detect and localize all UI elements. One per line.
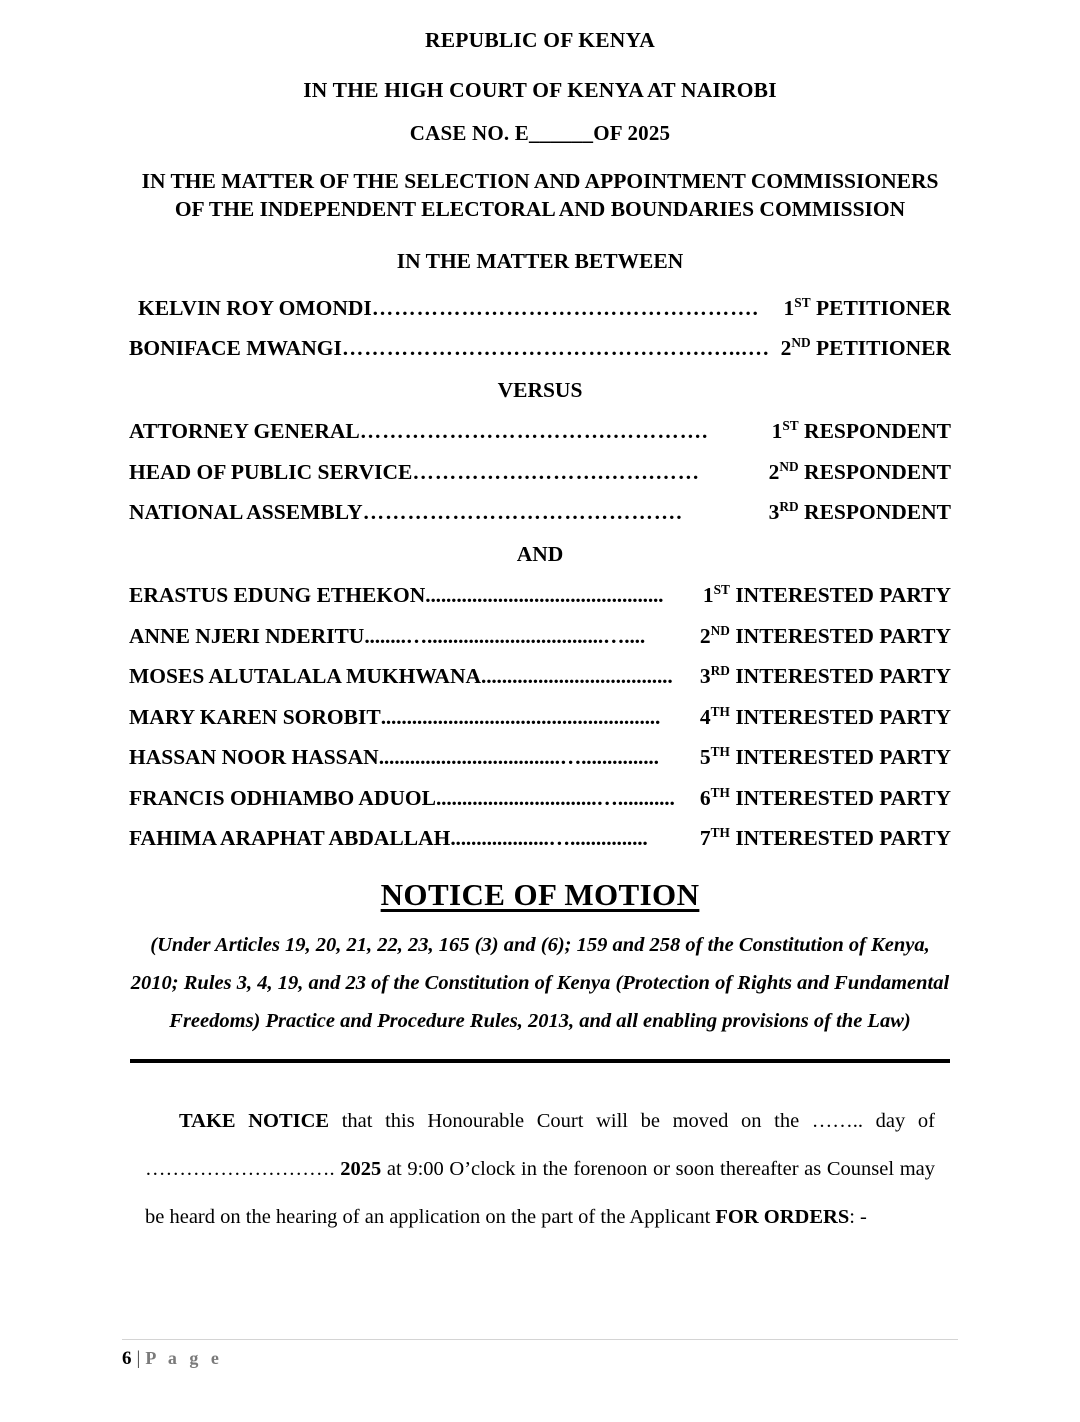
party-role: [699, 824, 951, 851]
dot-leader: ………………………………………….…...…: [341, 338, 771, 360]
party-name: HASSAN NOOR HASSAN: [129, 745, 379, 770]
party-ordinal-suffix: TH: [710, 784, 730, 800]
party-role: [699, 703, 951, 729]
body-segment-1: that this Honourable Court will be moved on the …….. day of ……………………….: [145, 1109, 935, 1180]
party-ordinal-suffix: TH: [710, 743, 730, 759]
party-role-label: INTERESTED PARTY: [729, 745, 951, 770]
party-role-label: INTERESTED PARTY: [729, 623, 951, 648]
dot-leader: ...............................…...........: [436, 787, 675, 810]
party-ordinal-suffix: ST: [794, 294, 811, 310]
motion-citation: (Under Articles 19, 20, 21, 22, 23, 165 (3) and (6); 159 and 258 of the Constitution of Kenya, 2010; Rules 3, 4, 19, and 23 of the Constitution of Kenya (Protection of Rights and Fundamental Freedoms) Practice and Procedure Rules, 2013, and all enabling provisions of the Law): [130, 934, 950, 1032]
respondents-list: [129, 412, 951, 534]
party-row: [129, 576, 951, 617]
dot-leader: ...................................…...............: [378, 747, 659, 769]
republic-heading: REPUBLIC OF KENYA: [425, 28, 655, 52]
case-number-heading: CASE NO. E______OF 2025: [409, 121, 671, 145]
party-ordinal: 7: [699, 826, 711, 851]
party-row: [129, 819, 951, 860]
matter-of-heading: IN THE MATTER OF THE SELECTION AND APPOINTMENT COMMISSIONERS OF THE INDEPENDENT ELECTORAL AND BOUNDARIES COMMISSION: [141, 169, 939, 221]
party-name: MOSES ALUTALALA MUKHWANA: [129, 664, 482, 689]
dot-leader: …………………………………….: [362, 502, 683, 524]
party-role: [768, 498, 951, 525]
party-role-label: RESPONDENT: [798, 419, 951, 444]
dot-leader: …………….……….…….……: [412, 461, 700, 484]
party-ordinal: 3: [768, 500, 780, 525]
party-role-label: INTERESTED PARTY: [729, 785, 951, 810]
party-role: [699, 743, 951, 770]
party-ordinal: 3: [699, 664, 711, 689]
party-role-label: PETITIONER: [810, 336, 951, 361]
party-role-label: PETITIONER: [810, 295, 951, 320]
party-ordinal-suffix: RD: [779, 498, 799, 514]
party-row: [129, 657, 951, 698]
party-row: [129, 778, 951, 819]
party-role: [699, 662, 951, 689]
interested-parties-list: [129, 576, 951, 860]
party-ordinal: 1: [783, 295, 795, 320]
party-row: [129, 738, 951, 779]
party-ordinal-suffix: RD: [710, 662, 730, 678]
party-name: ANNE NJERI NDERITU: [129, 623, 365, 648]
party-ordinal: 1: [771, 419, 783, 444]
footer-content: [122, 1348, 958, 1370]
party-name: NATIONAL ASSEMBLY: [129, 500, 363, 525]
court-heading: IN THE HIGH COURT OF KENYA AT NAIROBI: [303, 77, 777, 102]
party-ordinal: 5: [699, 745, 711, 770]
party-name: ERASTUS EDUNG ETHEKON: [129, 583, 426, 608]
party-role-label: INTERESTED PARTY: [729, 704, 951, 729]
party-role: [771, 417, 951, 444]
party-ordinal-suffix: ND: [791, 334, 811, 350]
versus-label: VERSUS: [497, 378, 583, 403]
party-row: [129, 412, 951, 453]
party-role: [702, 581, 951, 608]
footer-divider: [122, 1339, 958, 1340]
dot-leader: .....................................: [481, 666, 673, 688]
party-name: MARY KAREN SOROBIT: [129, 704, 381, 729]
party-ordinal-suffix: ST: [782, 417, 799, 433]
party-row: [129, 616, 951, 657]
party-ordinal: 2: [699, 623, 711, 648]
for-orders-label: FOR ORDERS: [715, 1206, 850, 1229]
dot-leader: ........…..................................…....: [364, 625, 645, 648]
party-role-label: RESPONDENT: [798, 500, 951, 525]
party-row: [129, 288, 951, 329]
party-row: [129, 452, 951, 493]
party-name: ATTORNEY GENERAL: [129, 419, 360, 444]
dot-leader: ...................…...............: [450, 828, 648, 850]
party-role: [699, 622, 951, 648]
party-role-label: RESPONDENT: [798, 459, 951, 484]
party-role-label: INTERESTED PARTY: [729, 583, 951, 608]
party-ordinal-suffix: TH: [710, 703, 730, 719]
dot-leader: …………………………….………….: [359, 421, 709, 443]
party-ordinal: 2: [768, 459, 780, 484]
dot-leader: ..............................................: [425, 585, 664, 607]
dot-leader: …………………………………………….: [371, 297, 759, 320]
party-role: [699, 784, 951, 810]
party-row: [129, 329, 951, 370]
party-ordinal: 6: [699, 785, 711, 810]
party-ordinal: 1: [702, 583, 714, 608]
take-notice-label: TAKE NOTICE: [179, 1109, 330, 1132]
body-year: 2025: [340, 1157, 382, 1180]
party-name: KELVIN ROY OMONDI: [138, 295, 372, 320]
matter-between-heading: IN THE MATTER BETWEEN: [396, 249, 684, 274]
party-ordinal: 2: [780, 336, 792, 361]
party-role: [780, 334, 951, 361]
party-role: [783, 294, 951, 320]
party-row: [129, 697, 951, 738]
party-role-label: INTERESTED PARTY: [729, 664, 951, 689]
party-ordinal-suffix: ND: [779, 458, 799, 474]
party-ordinal-suffix: ST: [713, 581, 730, 597]
footer-separator: |: [136, 1348, 141, 1369]
page-footer: [0, 1339, 1080, 1370]
party-name: FRANCIS ODHIAMBO ADUOL: [129, 785, 436, 810]
party-role: [768, 458, 951, 484]
footer-page-number: 6: [122, 1348, 132, 1369]
party-name: FAHIMA ARAPHAT ABDALLAH: [129, 826, 451, 851]
party-ordinal-suffix: ND: [710, 622, 730, 638]
party-name: BONIFACE MWANGI: [129, 336, 342, 361]
body-segment-2: at 9:00 O’clock in the forenoon or soon thereafter as Counsel may be heard on the hearing of an application on the part of the Applicant: [145, 1157, 935, 1229]
motion-body-paragraph: [145, 1063, 935, 1242]
body-segment-3: : -: [849, 1206, 867, 1229]
party-row: [129, 493, 951, 534]
and-label: AND: [516, 542, 564, 567]
party-ordinal-suffix: TH: [710, 824, 730, 840]
party-ordinal: 4: [699, 704, 711, 729]
notice-of-motion-title: NOTICE OF MOTION: [380, 877, 700, 913]
party-role-label: INTERESTED PARTY: [729, 826, 951, 851]
petitioners-list: [129, 278, 951, 369]
dot-leader: ......................................................: [380, 706, 661, 729]
document-heading: [0, 0, 1080, 144]
party-name: HEAD OF PUBLIC SERVICE: [129, 459, 413, 484]
footer-page-label: P a g e: [145, 1348, 223, 1368]
